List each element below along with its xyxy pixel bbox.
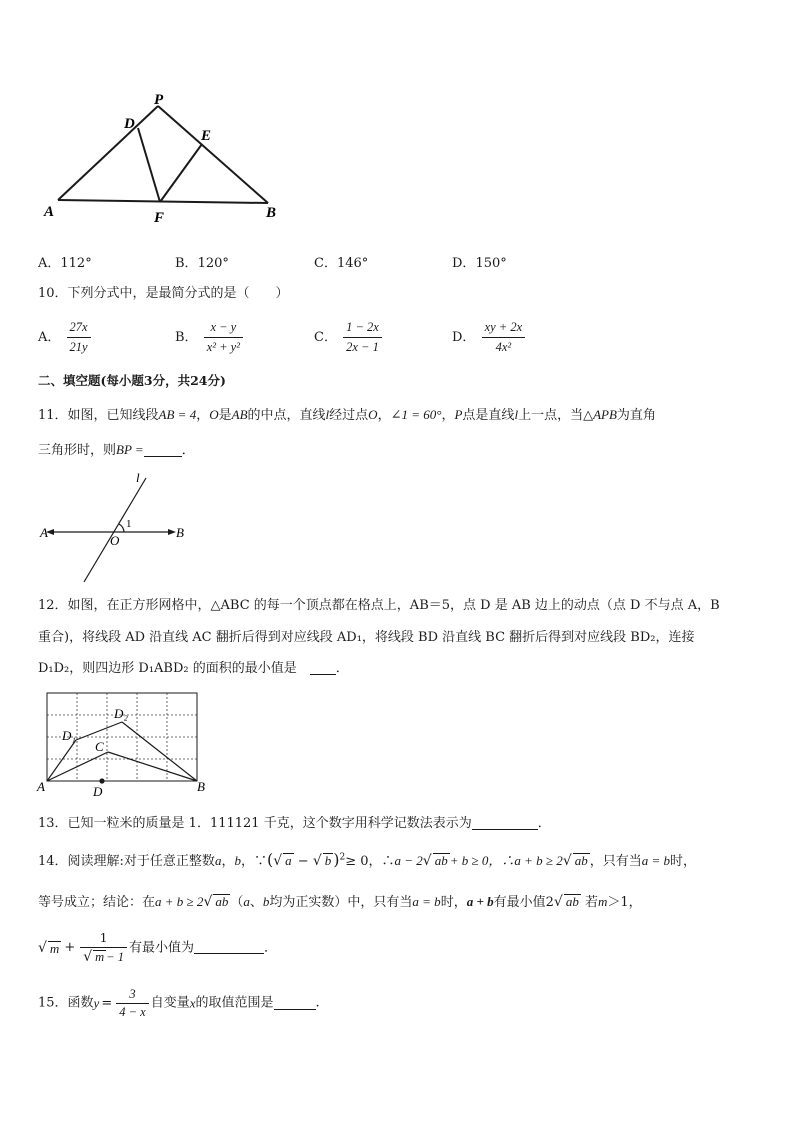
- option-letter: A．: [38, 256, 61, 271]
- option-text: 150°: [475, 256, 507, 271]
- denominator: 4 − x: [119, 1004, 146, 1019]
- label-e: E: [201, 128, 212, 144]
- text: ，: [196, 408, 210, 423]
- math: a: [214, 853, 222, 868]
- sqrt-sign: √: [553, 894, 563, 910]
- label-l: l: [136, 470, 140, 485]
- text: 14．阅读理解:对于任意正整数: [38, 854, 215, 869]
- math: +: [64, 940, 76, 956]
- option-text: 112°: [60, 256, 92, 271]
- fraction: [67, 320, 91, 355]
- denominator: x² + y²: [206, 340, 240, 354]
- math: ab: [574, 853, 588, 868]
- side-ab: [58, 200, 268, 203]
- sqrt-sign: √: [83, 948, 93, 965]
- q12-line1: 12．如图，在正方形网格中，△ABC 的每一个顶点都在格点上，AB＝5，点 D 是 AB 边上的动点（点 D 不与点 A，B: [38, 598, 720, 613]
- segment-ac: [47, 752, 108, 781]
- numerator: 1: [80, 932, 127, 948]
- math: b: [324, 853, 332, 868]
- text: ，只有当: [589, 854, 642, 869]
- text: 自变量: [150, 995, 190, 1011]
- denominator: 4x²: [495, 340, 512, 354]
- angle-1-arc: [119, 524, 124, 532]
- text: 有最小值: [493, 895, 546, 910]
- fraction: [116, 988, 148, 1018]
- q9-option-b[interactable]: [175, 252, 229, 271]
- denominator: 2x − 1: [346, 340, 379, 354]
- paren-expression: (: [266, 850, 274, 869]
- segment-cb: [108, 752, 197, 781]
- q10-stem: 10．下列分式中，是最简分式的是（ ）: [38, 286, 289, 301]
- label-1: 1: [126, 518, 132, 530]
- text: （: [230, 895, 244, 910]
- fraction: [343, 320, 382, 355]
- denominator: [80, 948, 127, 964]
- text: 11．如图，已知线段: [38, 408, 159, 423]
- numerator: xy + 2x: [482, 320, 526, 338]
- section-title: 二、填空题(每小题3分，共24分): [38, 373, 226, 388]
- math: a: [285, 853, 292, 868]
- math: b: [262, 894, 270, 909]
- math: AB = 4: [158, 407, 197, 422]
- numerator: 3: [116, 988, 148, 1004]
- text: ．: [181, 443, 195, 458]
- q12-grid-figure: [36, 690, 211, 800]
- text: ，: [441, 408, 455, 423]
- label-f: F: [154, 210, 165, 226]
- text: ，∵: [240, 854, 267, 869]
- minus: −: [293, 854, 313, 869]
- text: ≥ 0，∴: [345, 854, 395, 869]
- q14-line3: [38, 932, 756, 964]
- math: =: [101, 995, 113, 1011]
- math: BP =: [116, 442, 144, 457]
- math: a = b: [641, 853, 671, 868]
- fraction: [482, 320, 526, 355]
- q9-triangle-figure: [38, 88, 288, 228]
- q11-line-figure: [38, 470, 198, 588]
- line-l: [84, 478, 146, 582]
- denominator: 21y: [69, 340, 88, 354]
- q12-line3: [38, 662, 756, 675]
- segment-d2b: [122, 722, 197, 781]
- text: 点是直线: [462, 408, 515, 423]
- label-d2: D₂: [114, 706, 128, 721]
- segment-ad1: [47, 740, 76, 781]
- q9-option-d[interactable]: [452, 252, 507, 271]
- sqrt-sign: √: [203, 894, 213, 910]
- math: m: [95, 949, 105, 964]
- sqrt-sign: √: [422, 853, 432, 869]
- math: y: [93, 995, 100, 1011]
- math: a = b: [412, 894, 441, 909]
- math: b: [234, 853, 241, 868]
- text: D₁D₂，则四边形 D₁ABD₂ 的面积的最小值是: [38, 661, 310, 676]
- q14-line1: [38, 852, 756, 868]
- math: 2: [545, 895, 554, 910]
- text: 上一点，当: [518, 408, 584, 423]
- text: 经过点: [329, 408, 369, 423]
- segment-ef: [160, 144, 202, 202]
- label-b: B: [176, 525, 184, 540]
- fraction: [204, 320, 243, 355]
- q14-line2: [38, 894, 756, 909]
- option-letter: D．: [452, 330, 476, 345]
- text: 、: [249, 895, 263, 910]
- option-letter: D．: [452, 256, 476, 271]
- text: ．: [537, 816, 551, 831]
- q11-line1: [38, 408, 756, 422]
- option-letter: B．: [175, 330, 198, 345]
- math: ∠1 = 60°: [390, 407, 442, 422]
- math: m: [598, 894, 608, 909]
- math: △APB: [583, 407, 617, 422]
- math: m: [49, 940, 60, 956]
- q10-option-c[interactable]: [314, 320, 384, 355]
- math: P: [454, 407, 463, 422]
- text: 的中点，直线: [247, 408, 326, 423]
- label-c: C: [95, 739, 104, 754]
- option-letter: A．: [38, 330, 61, 345]
- math: a: [243, 894, 250, 909]
- q12-line2: 重合)，将线段 AD 沿直线 AC 翻折后得到对应线段 AD₁，将线段 BD 沿直线 BC 翻折后得到对应线段 BD₂，连接: [38, 630, 695, 645]
- text: 15．函数: [38, 995, 94, 1011]
- text: 时，: [670, 854, 697, 869]
- q9-option-c[interactable]: [314, 252, 368, 271]
- math: l: [325, 407, 330, 422]
- answer-blank[interactable]: [194, 941, 264, 954]
- sqrt-sign: √: [273, 853, 283, 869]
- segment-df: [138, 128, 160, 202]
- option-letter: C．: [314, 256, 337, 271]
- math: a + b ≥ 2: [155, 894, 204, 909]
- option-letter: C．: [314, 330, 337, 345]
- label-a: A: [37, 779, 45, 794]
- q10-option-b[interactable]: [175, 320, 245, 355]
- label-a: A: [44, 204, 55, 220]
- q10-option-a[interactable]: [38, 320, 93, 355]
- math: AB: [231, 407, 248, 422]
- text: ，: [221, 854, 235, 869]
- math: − 1: [106, 949, 124, 964]
- q10-option-d[interactable]: [452, 320, 527, 355]
- numerator: 1 − 2x: [343, 320, 382, 338]
- q13-line: [38, 817, 756, 830]
- numerator: x − y: [204, 320, 243, 338]
- math: O: [209, 407, 219, 422]
- text: ，: [377, 408, 391, 423]
- text: 等号成立；结论：在: [38, 895, 156, 910]
- math: ab: [215, 894, 229, 909]
- math: a + b: [466, 894, 494, 909]
- text: 时，: [440, 895, 467, 910]
- text: .: [315, 995, 320, 1011]
- math: x: [189, 995, 196, 1011]
- text: 为直角: [616, 408, 656, 423]
- sqrt-sign: √: [38, 939, 47, 956]
- label-d: D: [124, 116, 135, 132]
- text: 的取值范围是: [195, 995, 274, 1011]
- point-d: [99, 778, 104, 783]
- text: ＞1，: [607, 895, 642, 910]
- math: ab: [565, 894, 579, 909]
- label-b: B: [266, 205, 277, 221]
- answer-blank[interactable]: [310, 662, 336, 675]
- math: a + b ≥ 2: [514, 853, 563, 868]
- text: 若: [584, 895, 598, 910]
- math: O: [368, 407, 378, 422]
- math: + b ≥ 0，∴: [449, 853, 515, 868]
- label-o: O: [110, 533, 120, 548]
- label-d1: D₁: [62, 728, 76, 743]
- fraction: [80, 932, 127, 964]
- paren-close: ): [333, 850, 340, 869]
- math: ab: [434, 853, 448, 868]
- math: a − 2: [394, 853, 423, 868]
- text: ．: [335, 661, 349, 676]
- math: l: [514, 407, 519, 422]
- numerator: 27x: [67, 320, 91, 338]
- option-text: 120°: [197, 256, 229, 271]
- answer-blank[interactable]: [144, 444, 182, 457]
- side-ap: [58, 106, 158, 200]
- label-a: A: [40, 525, 48, 540]
- answer-blank[interactable]: [274, 997, 316, 1010]
- arrow-b: [168, 529, 176, 535]
- q15-line: [38, 988, 756, 1018]
- q11-line2: [38, 443, 756, 457]
- text: 13．已知一粒米的质量是 1．111121 千克，这个数字用科学记数法表示为: [38, 816, 472, 831]
- text: 有最小值为: [128, 940, 194, 956]
- text: 是: [218, 408, 232, 423]
- side-pb: [158, 106, 268, 203]
- option-text: 146°: [336, 256, 369, 271]
- answer-blank[interactable]: [472, 817, 538, 830]
- text: 均为正实数）中，只有当: [269, 895, 413, 910]
- sqrt-sign: √: [562, 853, 572, 869]
- text: ．: [264, 940, 278, 956]
- sqrt-sign: √: [312, 853, 322, 869]
- option-letter: B．: [175, 256, 198, 271]
- label-b: B: [197, 779, 205, 794]
- label-d: D: [93, 784, 103, 799]
- superscript: 2: [339, 852, 346, 863]
- text: 三角形时，则: [38, 443, 117, 458]
- q9-option-a[interactable]: [38, 252, 92, 271]
- label-p: P: [154, 92, 164, 108]
